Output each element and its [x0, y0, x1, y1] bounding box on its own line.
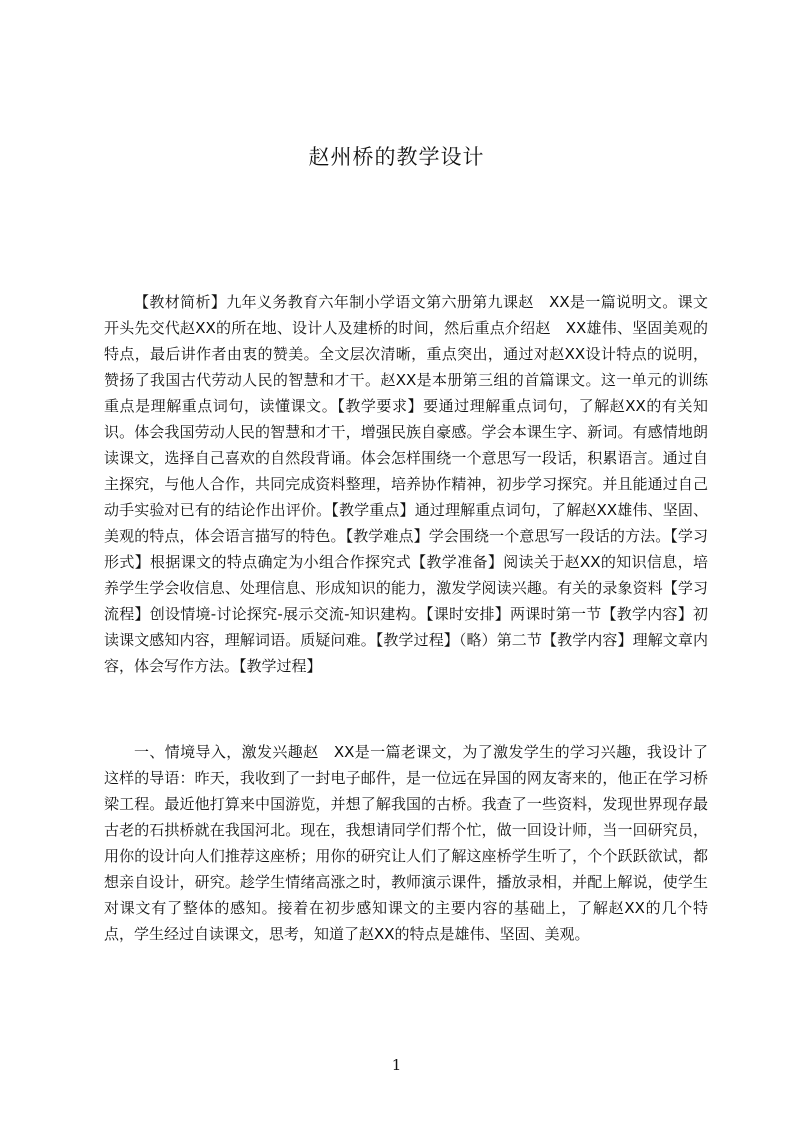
- document-title: 赵州桥的教学设计: [308, 145, 485, 169]
- paragraph-textbook-analysis: 【教材简析】九年义务教育六年制小学语文第六册第九课赵 XX是一篇说明文。课文开头先交代赵XX的所在地、设计人及建桥的时间，然后重点介绍赵 XX雄伟、坚固美观的特点，最后讲作者由衷的赞美。全文层次清晰，重点突出，通过对赵XX设计特点的说明，赞扬了我国古代劳动人民的智慧和才干。赵XX是本册第三组的首篇课文。这一单元的训练重点是理解重点词句，读懂课文。【教学要求】要通过理解重点词句，了解赵XX的有关知识。体会我国劳动人民的智慧和才干，增强民族自豪感。学会本课生字、新词。有感情地朗读课文，选择自己喜欢的自然段背诵。体会怎样围绕一个意思写一段话，积累语言。通过自主探究，与他人合作，共同完成资料整理，培养协作精神，初步学习探究。并且能通过自己动手实验对已有的结论作出评价。【教学重点】通过理解重点词句，了解赵XX雄伟、坚固、美观的特点，体会语言描写的特色。【教学难点】学会围绕一个意思写一段话的方法。【学习形式】根据课文的特点确定为小组合作探究式【教学准备】阅读关于赵XX的知识信息，培养学生学会收信息、处理信息、形成知识的能力，激发学阅读兴趣。有关的录象资料【学习流程】创设情境-讨论探究-展示交流-知识建构。【课时安排】两课时第一节【教学内容】初读课文感知内容，理解词语。质疑问难。【教学过程】（略）第二节【教学内容】理解文章内容，体会写作方法。【教学过程】: [104, 293, 708, 675]
- paragraph-scenario-introduction: 一、情境导入，激发兴趣赵 XX是一篇老课文，为了激发学生的学习兴趣，我设计了这样的导语：昨天，我收到了一封电子邮件，是一位远在异国的网友寄来的，他正在学习桥梁工程。最近他打算来中国游览，并想了解我国的古桥。我查了一些资料，发现世界现存最古老的石拱桥就在我国河北。现在，我想请同学们帮个忙，做一回设计师，当一回研究员，用你的设计向人们推荐这座桥；用你的研究让人们了解这座桥学生听了，个个跃跃欲试，都想亲自设计，研究。趁学生情绪高涨之时，教师演示课件，播放录相，并配上解说，使学生对课文有了整体的感知。接着在初步感知课文的主要内容的基础上，了解赵XX的几个特点，学生经过自读课文，思考，知道了赵XX的特点是雄伟、坚固、美观。: [104, 743, 708, 943]
- page-number: 1: [391, 1056, 402, 1074]
